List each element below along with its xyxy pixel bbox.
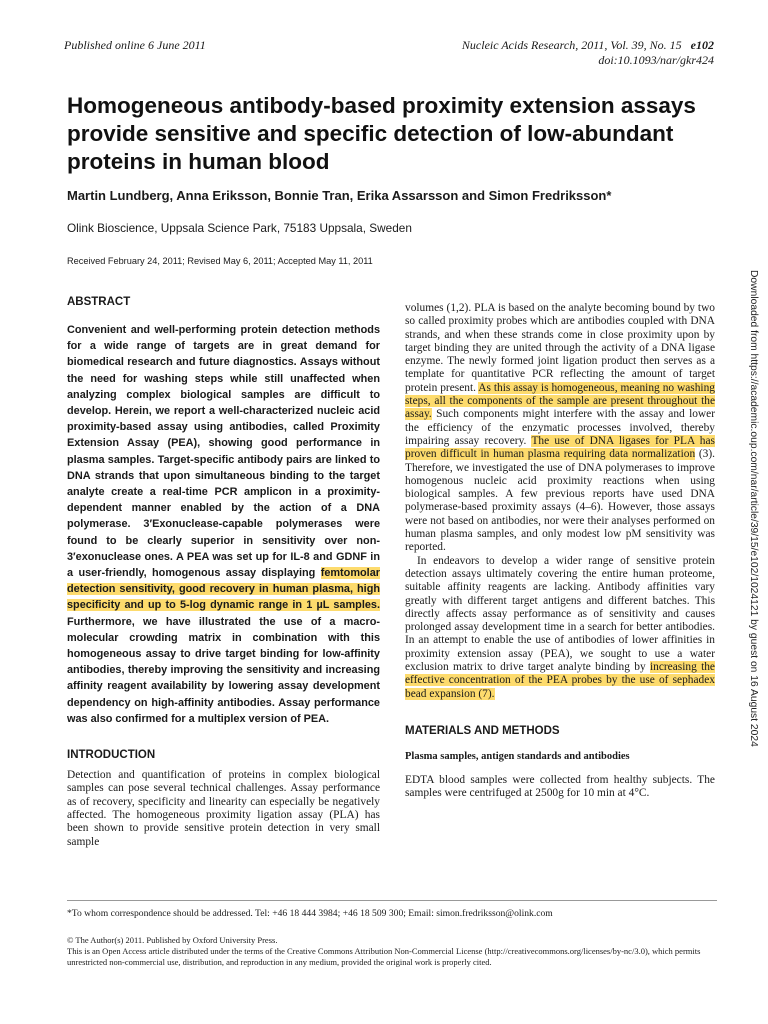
download-watermark-text: Downloaded from https://academic.oup.com/nar/article/39/15/e102/1024121 by guest on 16 August 2024	[748, 270, 759, 747]
article-title: Homogeneous antibody-based proximity extension assays provide sensitive and specific detection of low-abundant proteins in human blood	[67, 93, 696, 174]
right-paragraph-1	[405, 302, 715, 555]
footnote-divider	[67, 900, 717, 901]
right-column	[405, 302, 715, 801]
received-dates: Received February 24, 2011; Revised May 6, 2011; Accepted May 11, 2011	[67, 256, 373, 266]
p1-highlight-2: The use of DNA ligases for PLA has proven difficult in human plasma requiring data normalization	[405, 434, 715, 461]
methods-subheading: Plasma samples, antigen standards and antibodies	[405, 750, 630, 762]
download-watermark	[743, 270, 763, 870]
right-paragraph-2	[405, 555, 715, 701]
doi: doi:10.1093/nar/gkr424	[598, 53, 714, 67]
p1-text-3: (3). Therefore, we investigated the use of DNA polymerases to improve homogenous nucleic acid proximity reactions when using biological samples. A few previous reports have used DNA polymerase-based proximity assays (4–6). However, those assays were not based on antibodies, nor were their analyses performed on human plasma samples, and only modest low pM sensitivity was reported.	[405, 448, 715, 554]
affiliation: Olink Bioscience, Uppsala Science Park, 75183 Uppsala, Sweden	[67, 221, 412, 235]
left-column	[67, 296, 380, 849]
copyright-line-1: © The Author(s) 2011. Published by Oxford University Press.	[67, 935, 278, 945]
p1-text-2: Such components might interfere with the assay and lower the efficiency of the enzymatic processes involved, thereby impairing assay recovery.	[405, 408, 715, 447]
copyright-notice	[67, 935, 722, 968]
introduction-body: Detection and quantification of proteins in complex biological samples can pose several technical challenges. Assay performance as of recovery, specificity and linearity can especially be negatively affected. The homogeneous proximity ligation assay (PLA) has been shown to provide sensitive protein detection in very small sample	[67, 769, 380, 848]
journal-citation	[462, 38, 714, 68]
abstract-text-2: Furthermore, we have illustrated the use of a macro-molecular crowding matrix in combination with this homogeneous assay to drive target binding for low-affinity antibodies, thereby improving the sensitivity and increasing affinity reagent availability by lowering assay development dependency on high-affinity antibodies. Assay performance was also confirmed for a multiplex version of PEA.	[67, 615, 380, 725]
correspondence-footnote: *To whom correspondence should be addressed. Tel: +46 18 444 3984; +46 18 509 300; Email: simon.fredriksson@olink.com	[67, 908, 553, 919]
article-number: e102	[690, 38, 714, 52]
p1-text-1: volumes (1,2). PLA is based on the analyte becoming bound by two so called proximity probes which are antibodies coupled with DNA strands, and when these strands come in close proximity upon by target binding they are united through the activity of a DNA ligase enzyme. The newly formed joint ligation product then serves as a template for quantitative PCR reflecting the amount of target protein present.	[405, 302, 715, 394]
introduction-heading: INTRODUCTION	[67, 749, 156, 762]
abstract-highlight: femtomolar detection sensitivity, good recovery in human plasma, high specificity and up to 5-log dynamic range in 1 µL samples.	[67, 567, 380, 612]
methods-heading: MATERIALS AND METHODS	[405, 724, 560, 737]
abstract-body	[67, 322, 380, 727]
p2-highlight: increasing the effective concentration of the PEA probes by the use of sephadex bead expansion (7).	[405, 661, 715, 700]
abstract-heading: ABSTRACT	[67, 296, 131, 308]
abstract-text-1: Convenient and well-performing protein detection methods for a wide range of targets are in great demand for biomedical research and future diagnostics. Assays without the need for washing steps while still unaffected when analyzing complex biological samples are difficult to develop. Herein, we report a well-characterized nucleic acid proximity-based assay using antibodies, called Proximity Extension Assay (PEA), showing good performance in plasma samples. Target-specific antibody pairs are linked to DNA strands that upon simultaneous binding to the target analyte create a real-time PCR amplicon in a proximity-dependent manner enabled by the action of a DNA polymerase. 3′Exonuclease-capable polymerases were found to be clearly superior in sensitivity over non-3′exonuclease ones. A PEA was set up for IL-8 and GDNF in a user-friendly, homogenous assay displaying	[67, 324, 380, 580]
p1-highlight-1: As this assay is homogeneous, meaning no washing steps, all the components of the sample are present throughout the assay.	[405, 381, 715, 421]
published-date: Published online 6 June 2011	[64, 38, 206, 52]
methods-body: EDTA blood samples were collected from healthy subjects. The samples were centrifuged at 2500g for 10 min at 4°C.	[405, 773, 715, 800]
p2-text-1: In endeavors to develop a wider range of sensitive protein detection assays ultimately covering the entire human proteome, suitable affinity reagents are lacking. Antibody affinities vary greatly with different target antigens and different batches. This directly affects assay performance as of sensitivity and causes prolonged assay development time in a search for better antibodies. In an attempt to enable the use of antibodies of lower affinities in proximity extension assay (PEA), we sought to use a water exclusion matrix to drive target analyte binding by	[405, 554, 715, 674]
journal-line: Nucleic Acids Research, 2011, Vol. 39, No. 15	[461, 38, 682, 52]
author-list: Martin Lundberg, Anna Eriksson, Bonnie Tran, Erika Assarsson and Simon Fredriksson*	[67, 188, 612, 203]
copyright-line-2: This is an Open Access article distributed under the terms of the Creative Commons Attribution Non-Commercial License (http://creativecommons.org/licenses/by-nc/3.0), which permits unrestricted non-commercial use, distribution, and reproduction in any medium, provided the original work is properly cited.	[67, 946, 701, 967]
